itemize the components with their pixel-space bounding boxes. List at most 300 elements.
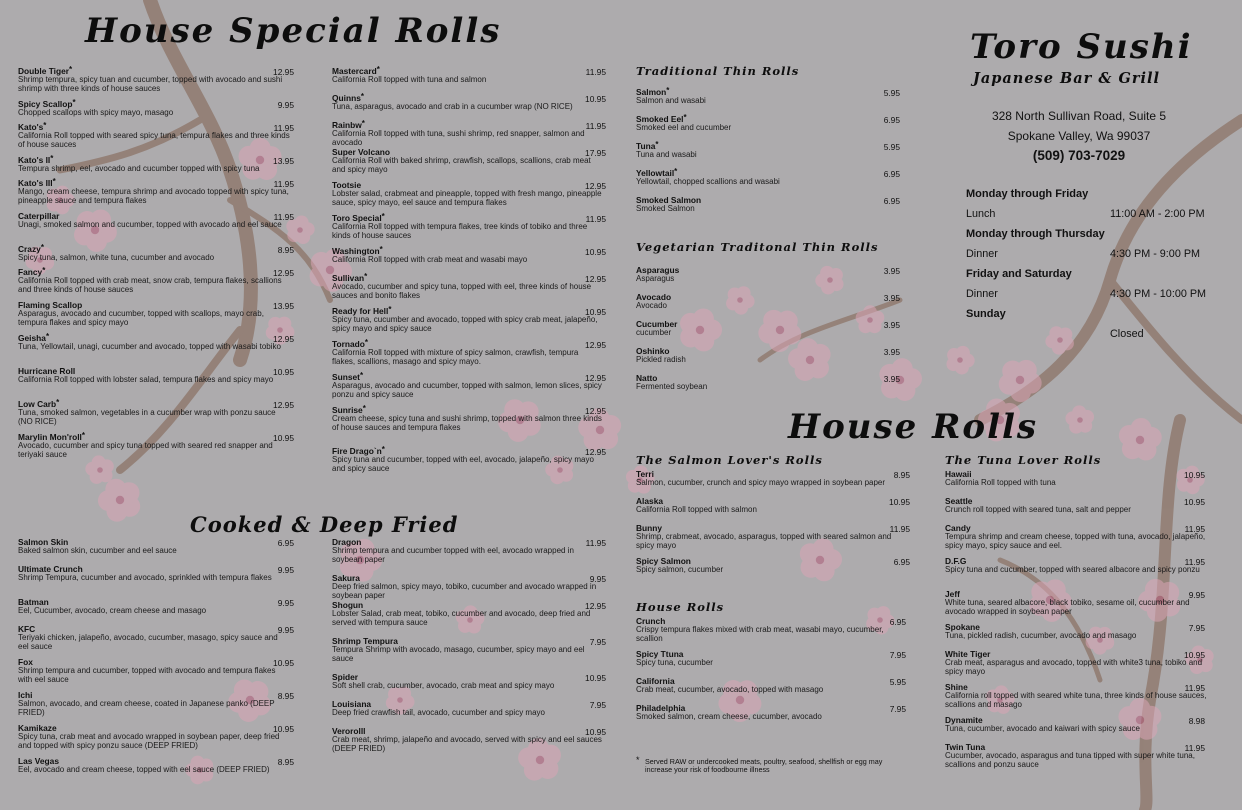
menu-item-name-text: Tornado <box>332 339 365 349</box>
menu-item-price: 6.95 <box>893 557 910 567</box>
menu-item-name-text: KFC <box>18 624 36 634</box>
menu-item <box>636 266 910 284</box>
menu-item <box>332 727 606 753</box>
menu-item <box>636 169 910 187</box>
menu-item-price: 6.95 <box>883 115 900 125</box>
house-special-rolls-title: House Special Rolls <box>85 11 502 51</box>
menu-item-name-text: Crunch <box>636 616 666 626</box>
menu-item <box>18 334 294 352</box>
menu-item-name-text: Smoked Salmon <box>636 195 702 205</box>
menu-item-name-text: California <box>636 676 675 686</box>
hours-dinner-label-2: Dinner <box>966 288 998 300</box>
traditional-thin-rolls-title: Traditional Thin Rolls <box>636 64 800 78</box>
menu-item <box>18 724 294 750</box>
menu-item-price: 12.95 <box>273 268 294 278</box>
cherry-blossom <box>1065 405 1094 433</box>
menu-item-description: Crab meat, cucumber, avocado, topped with masago <box>636 685 824 694</box>
menu-item <box>945 497 1219 515</box>
menu-item-description: Chopped scallops with spicy mayo, masago <box>18 108 174 117</box>
menu-item-description: Spicy tuna, crab meat and avocado wrapped in soybean paper, deep fried and topped with spicy ponzu sauce (DEEP FRIED) <box>18 732 280 750</box>
menu-item <box>18 400 294 426</box>
menu-item-name-text: Sunset <box>332 372 360 382</box>
menu-item <box>945 743 1219 769</box>
menu-item <box>332 181 606 207</box>
menu-item-description: California Roll topped with seared spicy tuna, tempura flakes and three kinds of house sauces <box>18 131 290 149</box>
menu-item-price: 10.95 <box>273 724 294 734</box>
menu-item-name-text: Bunny <box>636 523 663 533</box>
menu-item <box>636 293 910 311</box>
menu-item <box>636 470 910 488</box>
menu-item-price: 13.95 <box>273 156 294 166</box>
menu-item <box>332 601 606 627</box>
menu-item-name-text: Kato's II <box>18 155 51 165</box>
menu-item-price: 3.95 <box>883 320 900 330</box>
menu-item-price: 12.95 <box>273 400 294 410</box>
menu-item <box>332 67 606 85</box>
menu-item-name-text: Ready for Hell <box>332 306 389 316</box>
menu-item <box>332 121 606 147</box>
raw-marker-star: * <box>56 398 60 407</box>
menu-item <box>636 497 910 515</box>
menu-item-name-text: Seattle <box>945 496 973 506</box>
raw-marker-star: * <box>364 338 368 347</box>
raw-marker-star: * <box>42 266 46 275</box>
menu-item-description: Unagi, smoked salmon and cucumber, topped with avocado and eel sauce <box>18 220 282 229</box>
menu-item-description: Deep fried crawfish tail, avocado, cucumber and spicy mayo <box>332 708 545 717</box>
menu-item-description: California Roll topped with tuna and salmon <box>332 75 487 84</box>
menu-item-description: Crispy tempura flakes mixed with crab meat, wasabi mayo, cucumber, scallion <box>636 625 884 643</box>
raw-marker-star: * <box>50 154 54 163</box>
menu-item <box>945 557 1219 575</box>
menu-item-description: Tuna, Yellowtail, unagi, cucumber and avocado, topped with wasabi tobiko <box>18 342 281 351</box>
menu-item <box>332 406 606 432</box>
raw-marker-star: * <box>72 98 76 107</box>
menu-item <box>18 123 294 149</box>
menu-item-price: 9.95 <box>277 598 294 608</box>
raw-marker-star: * <box>381 445 385 454</box>
menu-item-name-text: White Tiger <box>945 649 991 659</box>
menu-item <box>18 625 294 651</box>
menu-item-description: Tuna, cucumber, avocado and kaiwari with spicy sauce <box>945 724 1140 733</box>
menu-item-description: Tempura shrimp and cream cheese, topped with tuna, avocado, jalapeño, spicy mayo, spicy sauce and eel. <box>945 532 1206 550</box>
menu-item <box>332 307 606 333</box>
raw-marker-star: * <box>43 121 47 130</box>
menu-item-name-text: Avocado <box>636 292 672 302</box>
menu-item-name-text: Geisha <box>18 333 46 343</box>
hours-sunday: Sunday <box>966 308 1006 320</box>
house-rolls-subtitle: House Rolls <box>636 600 725 614</box>
raw-food-warning <box>636 755 906 774</box>
menu-item-description: Salmon and wasabi <box>636 96 706 105</box>
menu-item-name-text: Spokane <box>945 622 980 632</box>
menu-item <box>636 347 910 365</box>
menu-item-price: 10.95 <box>585 727 606 737</box>
menu-item <box>18 757 294 775</box>
menu-item-description: California Roll topped with crab meat and wasabi mayo <box>332 255 528 264</box>
menu-item <box>332 247 606 265</box>
raw-marker-star: * <box>360 92 364 101</box>
menu-item-price: 7.95 <box>889 704 906 714</box>
menu-item-price: 12.95 <box>585 601 606 611</box>
menu-item-price: 3.95 <box>883 293 900 303</box>
menu-item-name-text: Washington <box>332 246 380 256</box>
menu-item-price: 12.95 <box>585 340 606 350</box>
menu-item-name <box>636 293 910 302</box>
raw-marker-star: * <box>359 371 364 380</box>
menu-item-name-text: Mastercard <box>332 66 377 76</box>
menu-item <box>636 115 910 133</box>
hours-lunch-label: Lunch <box>966 208 996 220</box>
menu-item-description: cucumber <box>636 328 672 337</box>
menu-item-name-text: Flaming Scallop <box>18 300 83 310</box>
menu-item-description: Shrimp tempura and cucumber, topped with avocado and tempura flakes with eel sauce <box>18 666 276 684</box>
menu-item-description: Crab meat, asparagus and avocado, topped with white3 tuna, tobiko and spicy mayo <box>945 658 1203 676</box>
cherry-blossom <box>98 479 140 522</box>
menu-item <box>332 574 606 600</box>
menu-item-description: Mango, cream cheese, tempura shrimp and avocado topped with spicy tuna, pineapple sauce and tempura flakes <box>18 187 289 205</box>
menu-item-price: 7.95 <box>589 700 606 710</box>
menu-item-description: Soft shell crab, cucumber, avocado, crab meat and spicy mayo <box>332 681 555 690</box>
menu-item <box>18 156 294 174</box>
menu-item-price: 6.95 <box>889 617 906 627</box>
menu-item-description: California Roll topped with mixture of spicy salmon, crawfish, tempura flakes, scallions, masago and spicy mayo. <box>332 348 579 366</box>
menu-item-name-text: Terri <box>636 469 654 479</box>
menu-item-description: Tuna, asparagus, avocado and crab in a cucumber wrap (NO RICE) <box>332 102 573 111</box>
raw-marker-star: * <box>45 332 50 341</box>
menu-item <box>636 142 910 160</box>
menu-item <box>636 374 910 392</box>
menu-item-price: 6.95 <box>883 196 900 206</box>
raw-food-warning-star: * <box>636 755 640 765</box>
menu-item-description: California Roll topped with lobster salad, tempura flakes and spicy mayo <box>18 375 274 384</box>
menu-item-name-text: Oshinko <box>636 346 670 356</box>
menu-item-description: Shrimp Tempura, cucumber and avocado, sprinkled with tempura flakes <box>18 573 272 582</box>
menu-item-description: Avocado, cucumber and spicy tuna, topped with eel, three kinds of house sauces and bonito flakes <box>332 282 592 300</box>
menu-item-description: Shrimp, crabmeat, avocado, asparagus, topped with seared salmon and spicy mayo <box>636 532 892 550</box>
menu-item-name <box>636 320 910 329</box>
menu-item-description: Smoked Salmon <box>636 204 695 213</box>
menu-item-price: 9.95 <box>277 625 294 635</box>
menu-item-name-text: Twin Tuna <box>945 742 986 752</box>
menu-item-price: 10.95 <box>273 658 294 668</box>
menu-item <box>945 470 1219 488</box>
menu-item-price: 10.95 <box>1184 650 1205 660</box>
menu-item <box>636 677 910 695</box>
menu-item-name-text: Spider <box>332 672 359 682</box>
raw-marker-star: * <box>655 140 659 149</box>
menu-item <box>332 94 606 112</box>
menu-item-description: Avocado <box>636 301 667 310</box>
menu-item-description: Eel, Cucumber, avocado, cream cheese and masago <box>18 606 207 615</box>
menu-item-description: Tempura shrimp, eel, avocado and cucumber topped with spicy tuna <box>18 164 260 173</box>
menu-item-price: 11.95 <box>273 212 294 222</box>
menu-item-description: California roll topped with seared white tuna, three kinds of house sauces, scallions and masago <box>945 691 1207 709</box>
menu-item-price: 3.95 <box>883 347 900 357</box>
menu-item-price: 12.95 <box>585 181 606 191</box>
menu-item-description: Fermented soybean <box>636 382 708 391</box>
raw-marker-star: * <box>81 431 86 440</box>
hours-sunday-closed: Closed <box>1110 328 1144 340</box>
menu-item-name-text: Toro Special <box>332 213 382 223</box>
menu-item-price: 8.95 <box>277 245 294 255</box>
hours-lunch-time: 11:00 AM - 2:00 PM <box>1110 208 1205 220</box>
menu-item-description: Asparagus <box>636 274 675 283</box>
menu-item-description: California Roll topped with tempura flakes, tree kinds of tobiko and three kinds of house sauces <box>332 222 588 240</box>
menu-item-name-text: Sunrise <box>332 405 363 415</box>
raw-food-warning-text: Served RAW or undercooked meats, poultry, seafood, shellfish or egg may increase your risk of foodbourne illness <box>645 757 883 774</box>
menu-item-price: 17.95 <box>585 148 606 158</box>
menu-item-price: 12.95 <box>585 406 606 416</box>
menu-item-description: California Roll topped with tuna, sushi shrimp, red snapper, salmon and avocado <box>332 129 585 147</box>
menu-item-price: 11.95 <box>889 524 910 534</box>
menu-item-name-text: Jeff <box>945 589 960 599</box>
menu-item-description: Salmon, avocado, and cream cheese, coated in Japanese panko (DEEP FRIED) <box>18 699 275 717</box>
menu-item-name-text: Kamikaze <box>18 723 57 733</box>
menu-item <box>636 196 910 214</box>
menu-item <box>332 373 606 399</box>
menu-item-name-text: Kato's III <box>18 178 53 188</box>
menu-item-name-text: Tootsie <box>332 180 362 190</box>
menu-item <box>332 274 606 300</box>
raw-marker-star: * <box>376 65 380 74</box>
raw-marker-star: * <box>379 245 383 254</box>
menu-item <box>332 700 606 718</box>
menu-item-price: 10.95 <box>585 247 606 257</box>
hours-monday-thursday: Monday through Thursday <box>966 228 1105 240</box>
menu-item-description: Spicy tuna, cucumber <box>636 658 713 667</box>
menu-item <box>18 245 294 263</box>
menu-item-price: 9.95 <box>277 100 294 110</box>
menu-item-description: Asparagus, avocado and cucumber, topped with salmon, lemon slices, spicy ponzu and spicy sauce <box>332 381 602 399</box>
raw-marker-star: * <box>683 113 687 122</box>
menu-item <box>332 148 606 174</box>
menu-item-name-text: Louisiana <box>332 699 372 709</box>
vegetarian-rolls-title: Vegetarian Traditonal Thin Rolls <box>636 240 879 254</box>
menu-item-description: Tuna, smoked salmon, vegetables in a cucumber wrap with ponzu sauce (NO RICE) <box>18 408 276 426</box>
menu-item <box>18 565 294 583</box>
phone-number[interactable]: (509) 703-7029 <box>1032 148 1126 163</box>
menu-item-price: 8.98 <box>1188 716 1205 726</box>
menu-item-description: Tuna, pickled radish, cucumber, avocado and masago <box>945 631 1137 640</box>
menu-item-description: Crunch roll topped with seared tuna, salt and pepper <box>945 505 1131 514</box>
hours-dinner-time-2: 4:30 PM - 10:00 PM <box>1110 288 1207 300</box>
menu-item-description: California Roll topped with salmon <box>636 505 757 514</box>
menu-item-name-text: Dragon <box>332 537 362 547</box>
menu-item <box>332 214 606 240</box>
menu-item <box>18 598 294 616</box>
menu-item-price: 12.95 <box>585 373 606 383</box>
menu-item-name-text: Fox <box>18 657 33 667</box>
menu-item <box>945 524 1219 550</box>
menu-item-price: 6.95 <box>883 169 900 179</box>
menu-item-name-text: Super Volcano <box>332 147 391 157</box>
menu-item-price: 10.95 <box>585 307 606 317</box>
menu-item-price: 3.95 <box>883 374 900 384</box>
menu-item <box>636 320 910 338</box>
menu-item-price: 7.95 <box>1188 623 1205 633</box>
menu-item-price: 11.95 <box>1184 743 1205 753</box>
raw-marker-star: * <box>52 177 56 186</box>
menu-item-description: Shrimp tempura, spicy tuan and cucumber, topped with avocado and sushi shrimp with three kinds of house sauces <box>18 75 283 93</box>
raw-marker-star: * <box>362 404 366 413</box>
menu-item-name-text: Spicy Ttuna <box>636 649 684 659</box>
menu-item-price: 7.95 <box>589 637 606 647</box>
menu-item-name-text: Hawaii <box>945 469 972 479</box>
menu-item-name-text: Las Vegas <box>18 756 59 766</box>
menu-item-price: 9.95 <box>1188 590 1205 600</box>
menu-item-price: 11.95 <box>273 179 294 189</box>
menu-item-description: California Roll topped with crab meat, snow crab, tempura flakes, scallions and three kinds of house sauces <box>18 276 282 294</box>
menu-item <box>945 590 1219 616</box>
menu-item <box>18 179 294 205</box>
raw-marker-star: * <box>388 305 392 314</box>
menu-item-name <box>636 266 910 275</box>
menu-item-price: 11.95 <box>1184 524 1205 534</box>
menu-item-name-text: Candy <box>945 523 971 533</box>
house-rolls-title: House Rolls <box>788 407 1039 447</box>
menu-item-description: Deep fried salmon, spicy mayo, tobiko, cucumber and avocado wrapped in soybean paper <box>332 582 597 600</box>
menu-item-name-text: Spicy Salmon <box>636 556 691 566</box>
menu-item-description: Salmon, cucumber, crunch and spicy mayo wrapped in soybean paper <box>636 478 886 487</box>
menu-item-description: Spicy tuna, cucumber and avocado, topped with spicy crab meat, jalapeño, spicy mayo and spicy sauce <box>332 315 598 333</box>
menu-item-name-text: Ichi <box>18 690 33 700</box>
menu-item-name-text: Crazy <box>18 244 41 254</box>
menu-item-price: 8.95 <box>277 757 294 767</box>
menu-item-description: Pickled radish <box>636 355 686 364</box>
menu-item <box>332 637 606 663</box>
menu-item-price: 7.95 <box>889 650 906 660</box>
menu-item-price: 11.95 <box>585 538 606 548</box>
menu-item <box>945 716 1219 734</box>
menu-item-price: 5.95 <box>883 142 900 152</box>
menu-item <box>636 617 910 643</box>
hours-dinner-time-1: 4:30 PM - 9:00 PM <box>1110 248 1201 260</box>
menu-item-price: 11.95 <box>585 67 606 77</box>
menu-item-price: 13.95 <box>273 301 294 311</box>
menu-item-description: Tempura Shrimp with avocado, masago, cucumber, spicy mayo and eel sauce <box>332 645 585 663</box>
menu-item-description: Spicy tuna, salmon, white tuna, cucumber and avocado <box>18 253 215 262</box>
address-line-2: Spokane Valley, Wa 99037 <box>1007 129 1151 143</box>
cooked-deep-fried-title: Cooked & Deep Fried <box>190 512 459 537</box>
hours-dinner-label-1: Dinner <box>966 248 998 260</box>
raw-marker-star: * <box>381 212 385 221</box>
menu-item-price: 8.95 <box>277 691 294 701</box>
menu-item-name-text: Kato's <box>18 122 44 132</box>
menu-item <box>18 691 294 717</box>
menu-item-description: California Roll with baked shrimp, crawfish, scallops, scallions, crab meat and spicy mayo <box>332 156 591 174</box>
menu-item-name-text: Dynamite <box>945 715 983 725</box>
hours-block <box>966 184 1228 344</box>
menu-item-name-text: Ultimate Crunch <box>18 564 83 574</box>
address-line-1: 328 North Sullivan Road, Suite 5 <box>991 109 1167 123</box>
menu-item-description: Teriyaki chicken, jalapeño, avocado, cucumber, masago, spicy sauce and eel sauce <box>18 633 278 651</box>
menu-item-name-text: Salmon Skin <box>18 537 69 547</box>
menu-item-name-text: Natto <box>636 373 658 383</box>
raw-marker-star: * <box>674 167 678 176</box>
menu-item-name-text: Quinns <box>332 93 361 103</box>
menu-item <box>332 447 606 473</box>
menu-item-name-text: Spicy Scallop <box>18 99 73 109</box>
menu-item-price: 10.95 <box>889 497 910 507</box>
menu-item-price: 10.95 <box>1184 497 1205 507</box>
menu-item <box>636 524 910 550</box>
salmon-lovers-title: The Salmon Lover's Rolls <box>636 453 823 467</box>
menu-item-price: 10.95 <box>1184 470 1205 480</box>
menu-item-price: 10.95 <box>585 673 606 683</box>
menu-item-name-text: Marylin Mon'roll <box>18 432 82 442</box>
menu-item-name-text: Double Tiger <box>18 66 70 76</box>
menu-item-price: 10.95 <box>273 367 294 377</box>
menu-item-description: White tuna, seared albacore, black tobiko, sesame oil, cucumber and avocado wrapped in soybean paper <box>945 598 1190 616</box>
menu-item-name-text: Yellowtail <box>636 168 675 178</box>
hours-friday-saturday: Friday and Saturday <box>966 268 1072 280</box>
menu-item-name-text: Asparagus <box>636 265 680 275</box>
menu-item-description: Spicy salmon, cucumber <box>636 565 724 574</box>
menu-item-name-text: Shogun <box>332 600 364 610</box>
cherry-blossom <box>999 360 1042 402</box>
menu-item-price: 8.95 <box>893 470 910 480</box>
menu-item-price: 5.95 <box>889 677 906 687</box>
menu-item-description: Spicy tuna and cucumber, topped with eel, avocado, jalapeño, spicy mayo and spicy sauce <box>332 455 594 473</box>
menu-item-description: Smoked eel and cucumber <box>636 123 732 132</box>
menu-item-price: 11.95 <box>585 121 606 131</box>
menu-item-name-text: Smoked Eel <box>636 114 684 124</box>
menu-item <box>18 268 294 294</box>
menu-item <box>18 100 294 118</box>
menu-item-description: Cucumber, avocado, asparagus and tuna tipped with super white tuna, scallions and ponzu sauce <box>945 751 1195 769</box>
menu-item <box>332 340 606 366</box>
menu-item-description: Baked salmon skin, cucumber and eel sauce <box>18 546 177 555</box>
menu-item-price: 12.95 <box>273 67 294 77</box>
menu-item-name-text: Fire Drago`n <box>332 446 382 456</box>
menu-item-price: 12.95 <box>273 334 294 344</box>
menu-item-description: Lobster Salad, crab meat, tobiko, cucumber and avocado, deep fried and served with tempura sauce <box>332 609 591 627</box>
menu-item-name-text: Tuna <box>636 141 656 151</box>
menu-item-description: Spicy tuna and cucumber, topped with seared albacore and spicy ponzu <box>945 565 1200 574</box>
menu-item-description: Smoked salmon, cream cheese, cucumber, avocado <box>636 712 822 721</box>
tuna-lover-title: The Tuna Lover Rolls <box>945 453 1102 467</box>
menu-item-name-text: Hurricane Roll <box>18 366 76 376</box>
menu-item-name-text: Fancy <box>18 267 43 277</box>
menu-item-price: 6.95 <box>277 538 294 548</box>
menu-item-name-text: Low Carb <box>18 399 57 409</box>
menu-item-price: 9.95 <box>277 565 294 575</box>
raw-marker-star: * <box>666 86 670 95</box>
menu-item-description: Asparagus, avocado and cucumber, topped with scallops, mayo crab, tempura flakes and spicy mayo <box>18 309 264 327</box>
raw-marker-star: * <box>364 272 368 281</box>
menu-item <box>332 538 606 564</box>
menu-item-name-text: Cucumber <box>636 319 678 329</box>
restaurant-name: Toro Sushi <box>970 27 1193 67</box>
menu-item-name-text: Alaska <box>636 496 664 506</box>
menu-item <box>18 301 294 327</box>
menu-item <box>636 704 910 722</box>
menu-item-description: Yellowtail, chopped scallions and wasabi <box>636 177 780 186</box>
raw-marker-star: * <box>40 243 44 252</box>
menu-item-name-text: Salmon <box>636 87 667 97</box>
restaurant-tagline: Japanese Bar & Grill <box>973 70 1161 87</box>
menu-item <box>945 650 1219 676</box>
menu-item <box>636 88 910 106</box>
raw-marker-star: * <box>361 119 365 128</box>
menu-item-description: Tuna and wasabi <box>636 150 697 159</box>
menu-item-name-text: Caterpillar <box>18 211 60 221</box>
menu-item-description: Eel, avocado and cream cheese, topped with eel sauce (DEEP FRIED) <box>18 765 270 774</box>
menu-item-name-text: Verorolll <box>332 726 366 736</box>
menu-item <box>945 623 1219 641</box>
menu-item <box>18 538 294 556</box>
menu-item-description: California Roll topped with tuna <box>945 478 1056 487</box>
